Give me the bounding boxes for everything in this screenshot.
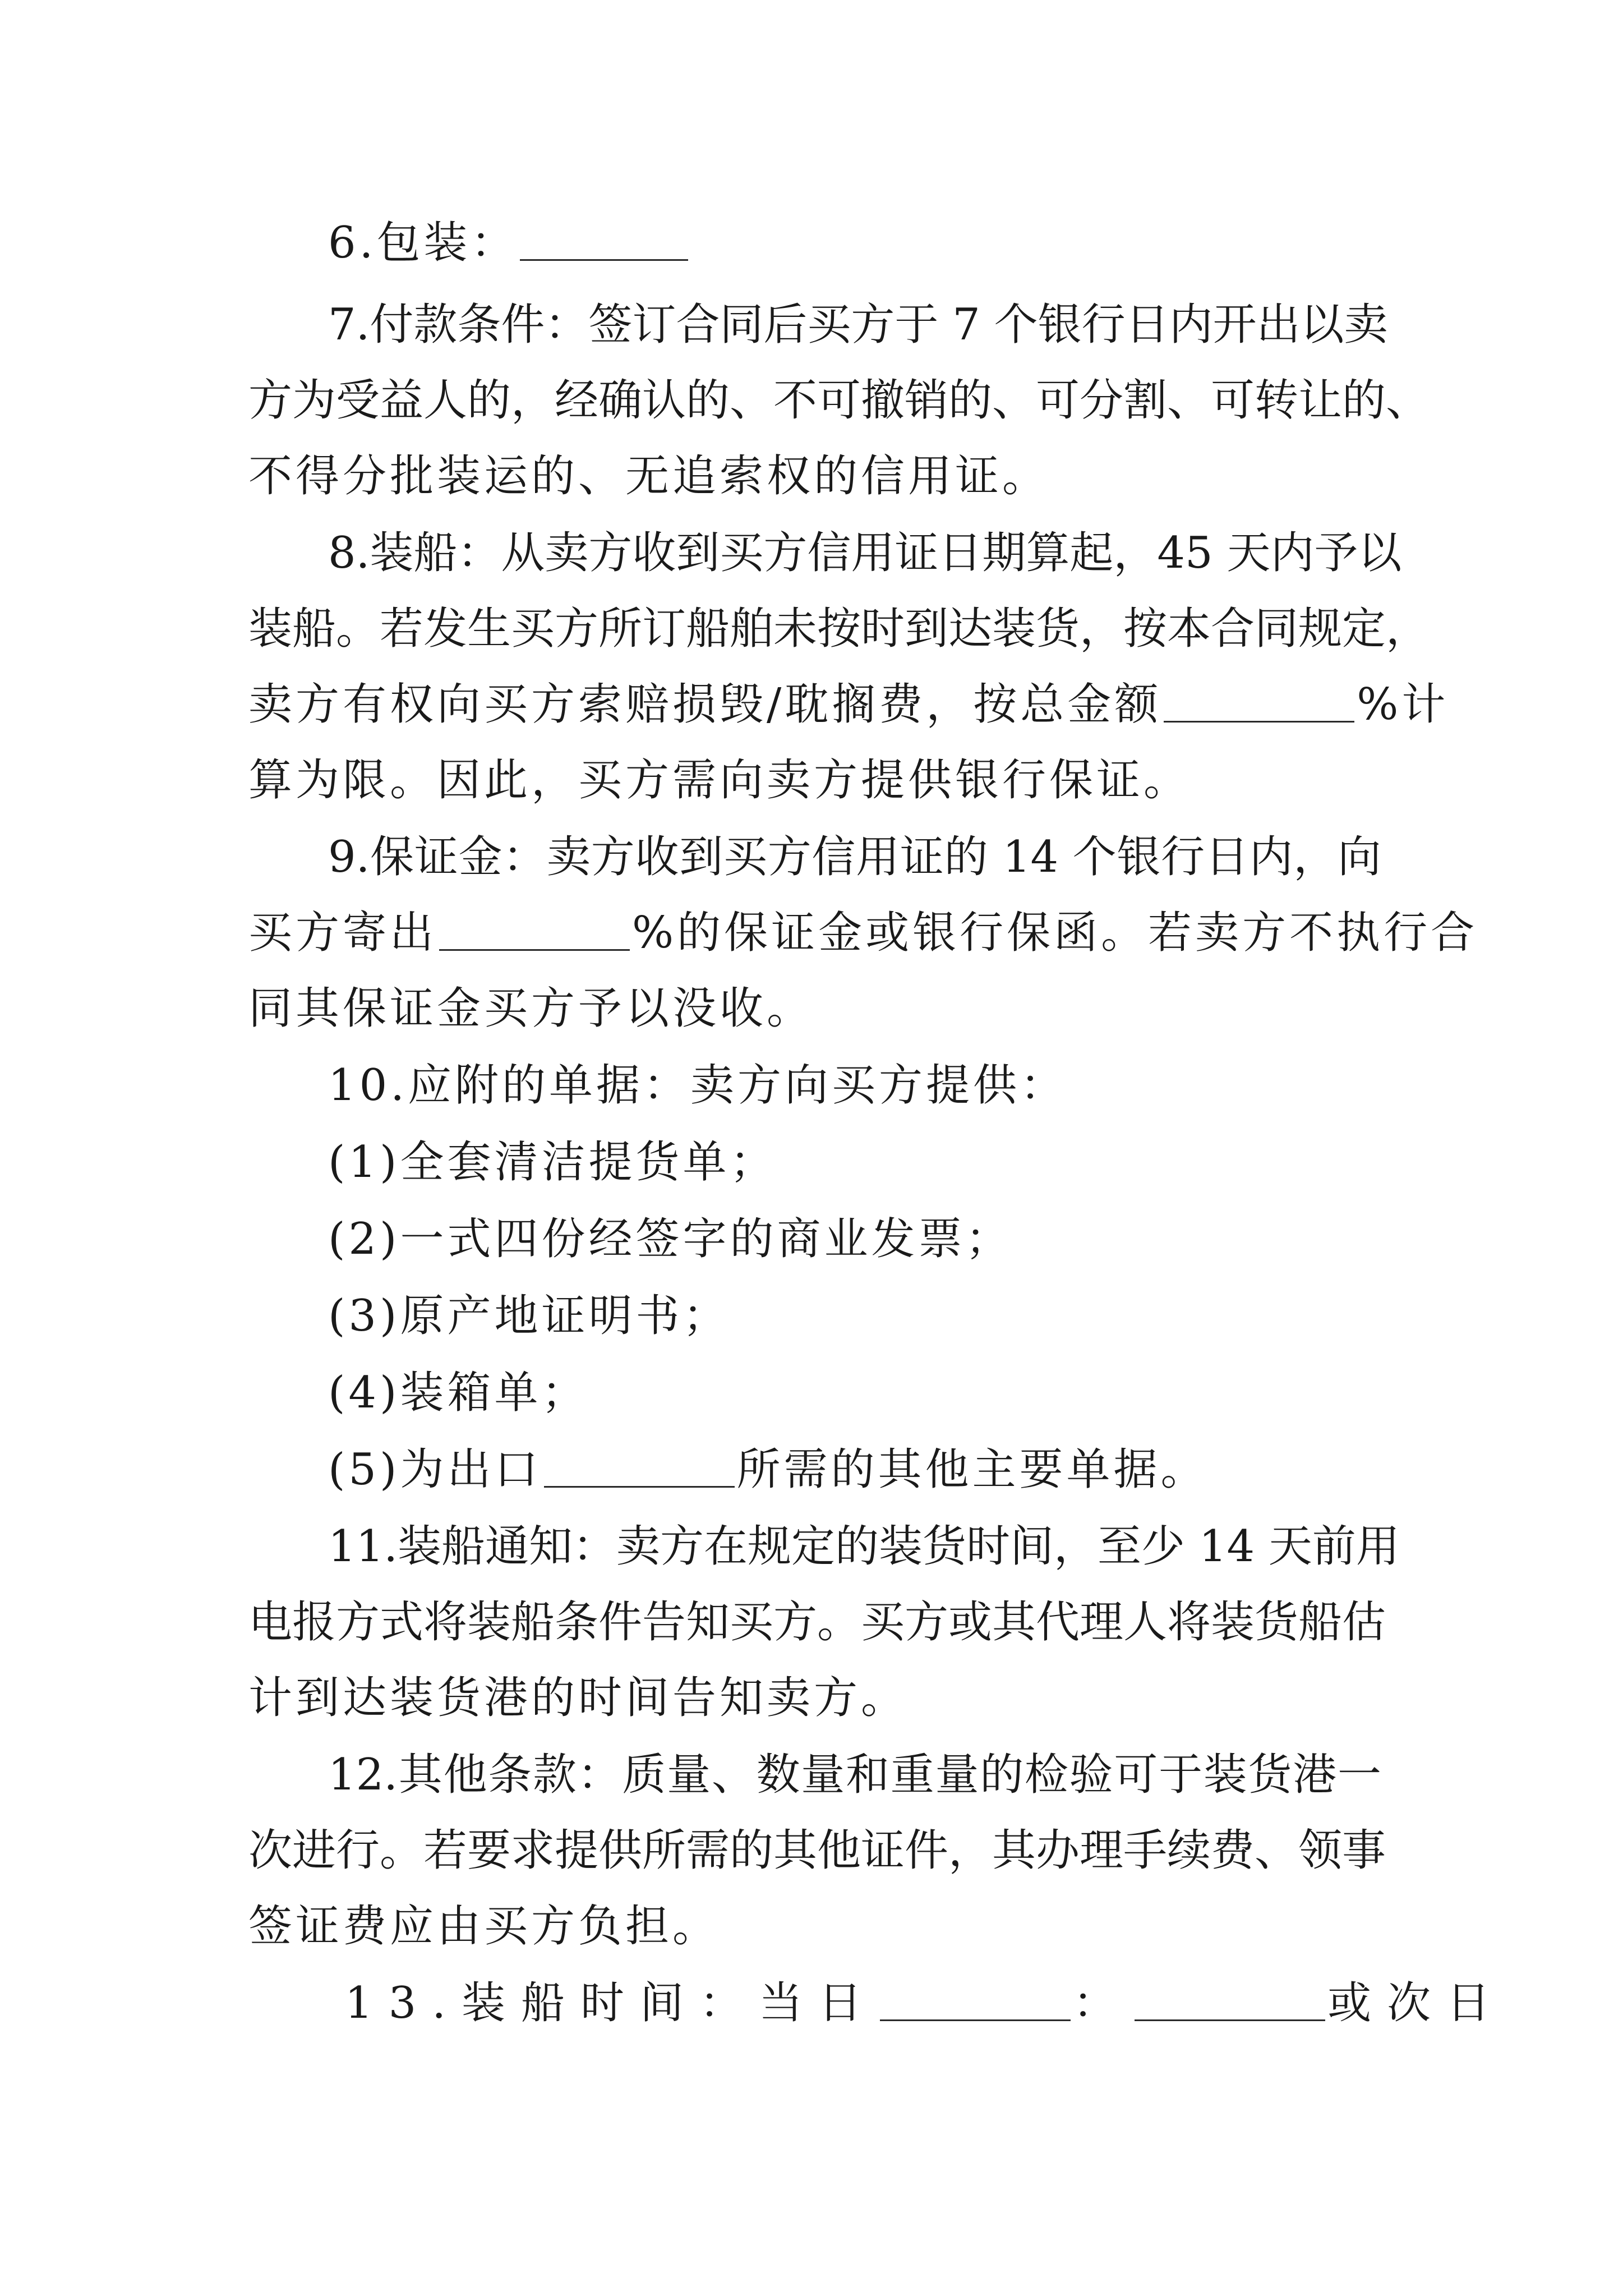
clause-8-line-3-tail: %计 — [1357, 679, 1449, 730]
clause-9-line-3: 同其保证金买方予以没收。 — [248, 983, 814, 1034]
clause-8-line-3-text: 卖方有权向买方索赔损毁/耽搁费，按总金额 — [248, 679, 1162, 730]
clause-10-item-1: (1)全套清洁提货单； — [328, 1137, 777, 1188]
clause-11-line-2: 电报方式将装船条件告知买方。买方或其代理人将装货船估 — [248, 1597, 1386, 1648]
fill-in-blank[interactable] — [520, 257, 688, 261]
clause-13-text: 13.装船时间：当日 — [345, 1978, 878, 2028]
fill-in-blank[interactable] — [1135, 2017, 1325, 2021]
clause-10-item-5-tail: 所需的其他主要单据。 — [736, 1444, 1208, 1495]
clause-10-item-5 — [328, 1439, 1208, 1501]
fill-in-blank[interactable] — [544, 1484, 735, 1488]
clause-9-line-1: 9.保证金：卖方收到买方信用证的 14 个银行日内，向 — [328, 832, 1381, 882]
fill-in-blank[interactable] — [880, 2017, 1071, 2021]
clause-9-line-2-tail: %的保证金或银行保函。若卖方不执行合 — [632, 908, 1478, 958]
clause-12-line-2: 次进行。若要求提供所需的其他证件，其办理手续费、领事 — [248, 1825, 1386, 1876]
clause-8-line-4: 算为限。因此，买方需向卖方提供银行保证。 — [248, 755, 1191, 806]
clause-8-line-2: 装船。若发生买方所订船舶未按时到达装货，按本合同规定， — [248, 604, 1430, 654]
clause-13 — [345, 1972, 1506, 2034]
clause-6 — [328, 212, 690, 274]
clause-10-item-3: (3)原产地证明书； — [328, 1291, 730, 1341]
clause-10-heading: 10.应附的单据：卖方向买方提供： — [328, 1060, 1068, 1111]
clause-12-line-1: 12.其他条款：质量、数量和重量的检验可于装货港一 — [328, 1750, 1381, 1800]
clause-8-line-1: 8.装船：从卖方收到买方信用证日期算起，45 天内予以 — [328, 528, 1402, 578]
clause-10-item-5-text: (5)为出口 — [328, 1444, 542, 1495]
clause-6-label: 6.包装： — [328, 218, 518, 268]
fill-in-blank[interactable] — [439, 947, 630, 951]
clause-8-line-3 — [248, 674, 1449, 735]
clause-10-item-4: (4)装箱单； — [328, 1368, 589, 1418]
clause-9-line-2-text: 买方寄出 — [248, 908, 437, 958]
clause-13-colon: ： — [1073, 1978, 1133, 2028]
clause-11-line-3: 计到达装货港的时间告知卖方。 — [248, 1673, 909, 1723]
clause-11-line-1: 11.装船通知：卖方在规定的装货时间，至少 14 天前用 — [328, 1521, 1400, 1572]
clause-10-item-2: (2)一式四份经签字的商业发票； — [328, 1214, 1013, 1264]
clause-12-line-3: 签证费应由买方负担。 — [248, 1901, 720, 1952]
clause-7-line-2: 方为受益人的，经确认的、不可撤销的、可分割、可转让的、 — [248, 375, 1430, 426]
clause-7-line-1: 7.付款条件：签订合同后买方于 7 个银行日内开出以卖 — [328, 300, 1388, 350]
clause-13-tail: 或次日 — [1327, 1978, 1506, 2028]
fill-in-blank[interactable] — [1164, 719, 1354, 723]
clause-9-line-2 — [248, 902, 1478, 964]
clause-7-line-3: 不得分批装运的、无追索权的信用证。 — [248, 451, 1050, 501]
